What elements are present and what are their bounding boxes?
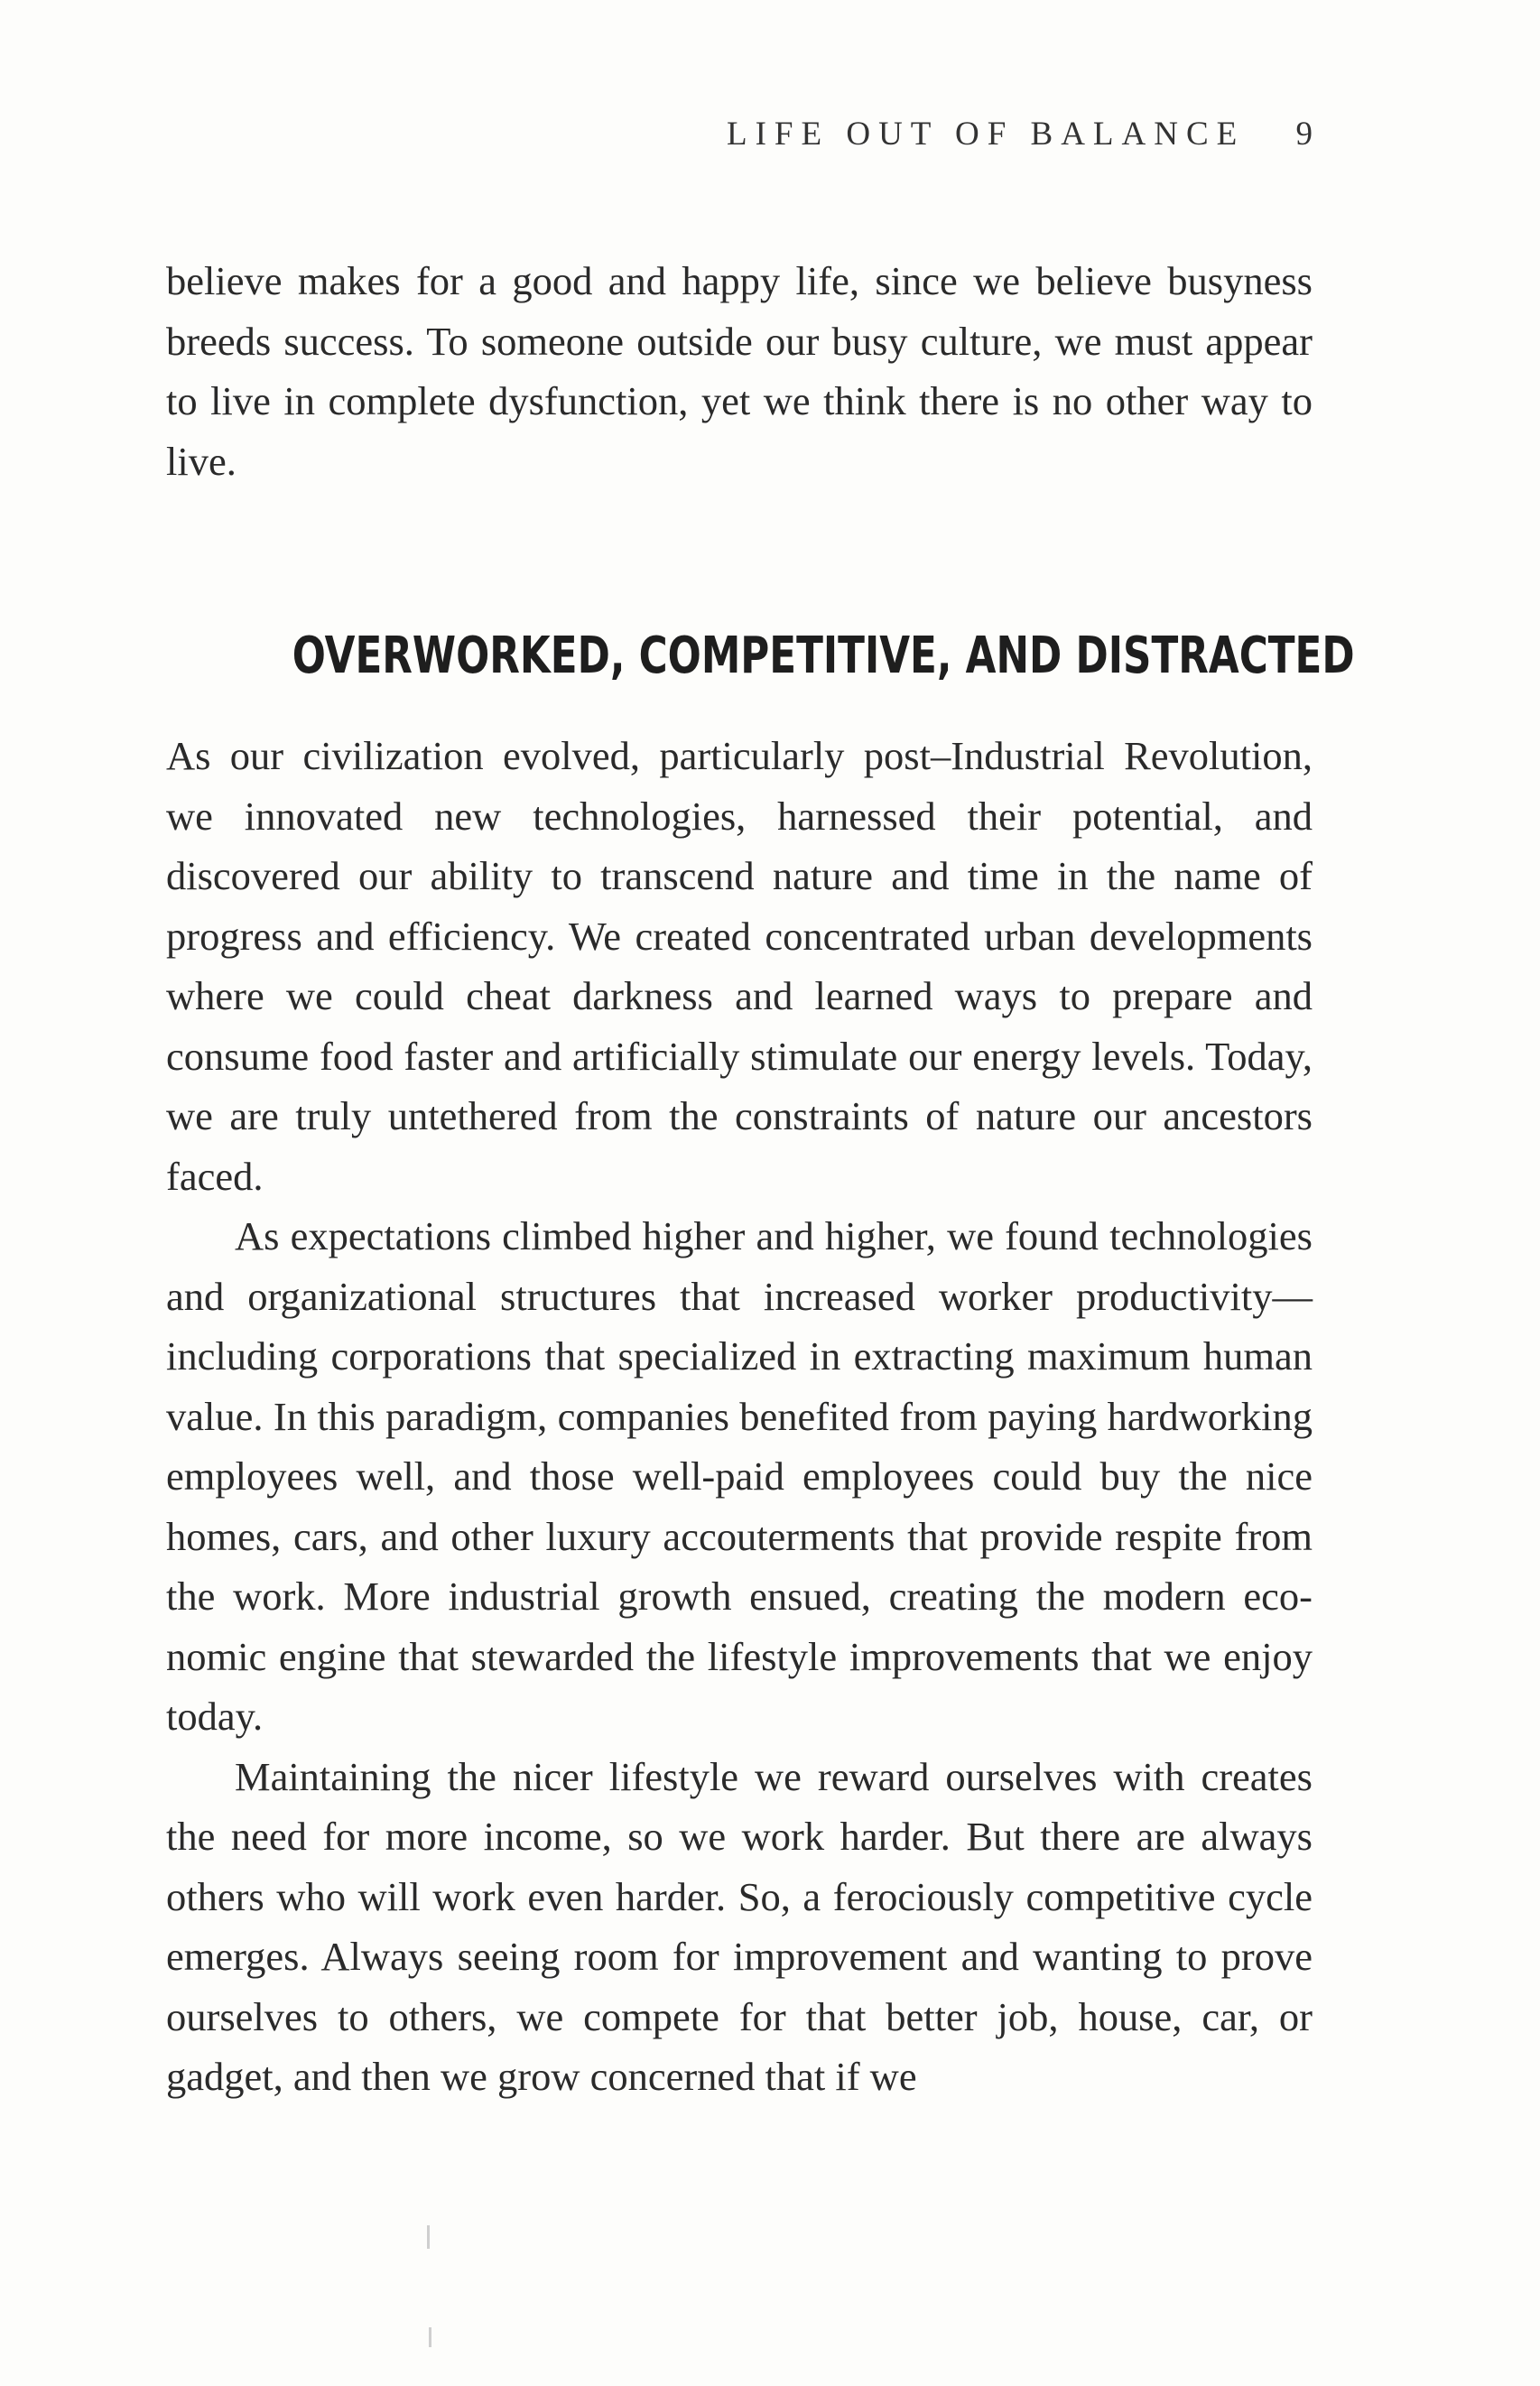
scan-artifact-mark bbox=[427, 2225, 430, 2249]
scan-artifact-mark bbox=[429, 2327, 431, 2347]
intro-paragraph: believe makes for a good and happy life, since we believe busyness breeds success. To someone outside our busy culture, we must appear to live in complete dysfunction, yet we think there is no other way to live. bbox=[166, 258, 1313, 484]
page-number: 9 bbox=[1295, 116, 1313, 153]
intro-text-block bbox=[166, 251, 1313, 491]
body-paragraph-1: As our civilization evolved, particularly post–Industrial Revolution, we innovated new technologies, harnessed their potential, and discovered our ability to transcend nature and time in the name of progress and efficiency. We created concentrated urban developments where we could cheat darkness and learned ways to prepare and consume food faster and artificially stimulate our energy levels. Today, we are truly untethered from the constraints of nature our ancestors faced. bbox=[166, 733, 1313, 1199]
body-paragraph-3: Maintaining the nicer lifestyle we reward ourselves with creates the need for more income, so we work harder. But there are always others who will work even harder. So, a ferociously competitive cycle emerges. Always seeing room for improvement and wanting to prove ourselves to others, we compete for that better job, house, car, or gadget, and then we grow concerned that if we bbox=[166, 1753, 1313, 2099]
section-body bbox=[166, 726, 1313, 2107]
running-title: LIFE OUT OF BALANCE bbox=[727, 116, 1246, 153]
body-paragraph-2: As expectations climbed higher and higher, we found technologies and organizational structures that increased worker productivity—including corporations that specialized in extracting maximum human value. In this paradigm, companies benefited from paying hardworking employees well, and those well-paid employees could buy the nice homes, cars, and other luxury accouterments that provide respite from the work. More industrial growth ensued, creating the modern economic engine that stewarded the lifestyle improvements that we enjoy today. bbox=[166, 1213, 1313, 1739]
running-header bbox=[166, 117, 1313, 151]
section-heading: OVERWORKED, COMPETITIVE, AND DISTRACTED bbox=[292, 627, 1355, 686]
